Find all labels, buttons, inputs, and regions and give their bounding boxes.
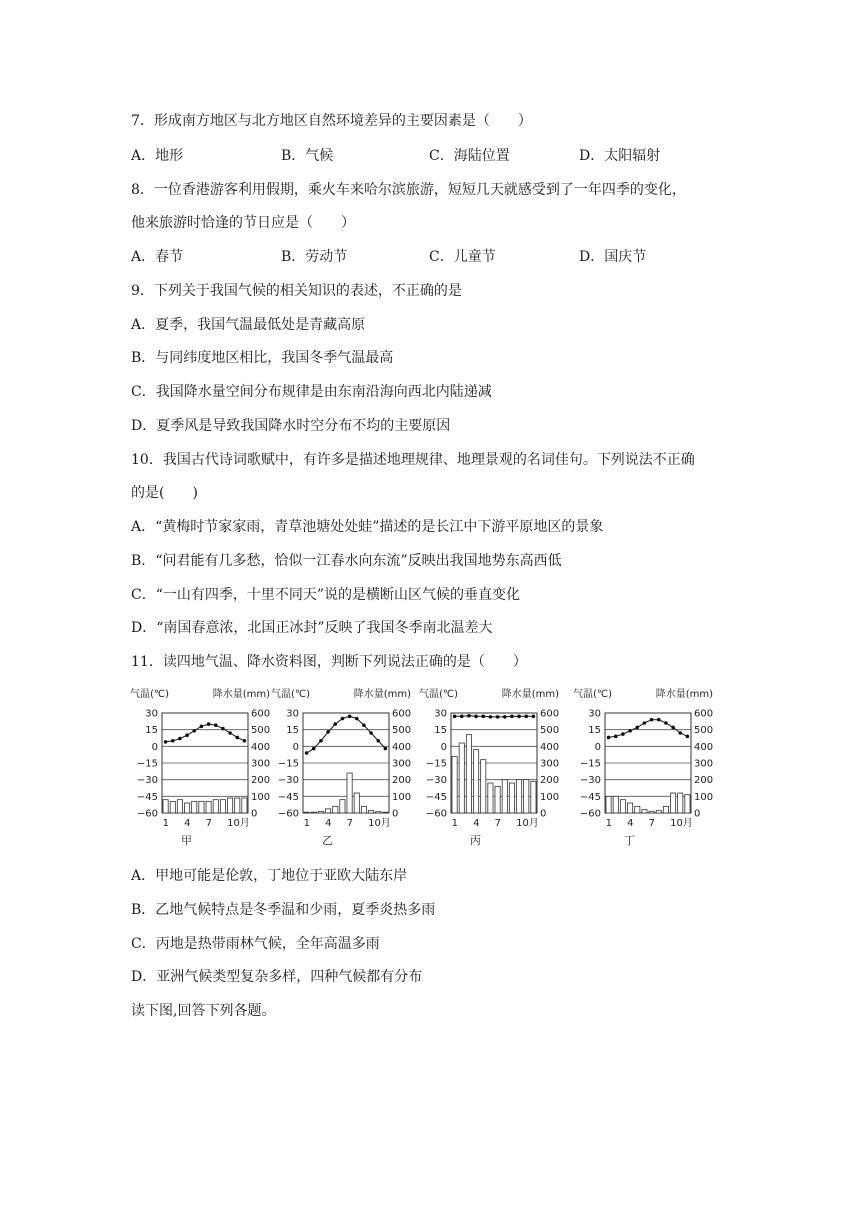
temperature-tick-label: −30 [579,775,601,787]
option-c: C．海陆位置 [429,148,510,164]
precipitation-bar [325,809,330,813]
temperature-point [524,715,528,719]
option-a: A．春节 [131,249,184,265]
temperature-tick-label: −45 [136,791,158,803]
precipitation-tick-label: 300 [251,758,271,770]
temperature-point [671,726,675,730]
question-10-option-d: D．“南国春意浓，北国正冰封”反映了我国冬季南北温差大 [131,620,493,636]
precipitation-bar [347,773,352,813]
month-tick-label: 7 [648,818,655,829]
temperature-point [517,715,521,719]
question-8-stem-line2: 他来旅游时恰逢的节日应是（ ） [131,215,355,231]
chart-caption: 丁 [624,834,635,847]
precipitation-tick-label: 600 [540,708,560,720]
option-d: D．太阳辐射 [579,148,661,164]
temperature-point [214,723,218,727]
precipitation-bar [481,760,486,813]
chart-caption: 甲 [181,834,192,847]
temperature-tick-label: −15 [136,758,158,770]
precipitation-bar [242,798,247,813]
precipitation-tick-label: 500 [694,725,714,737]
temperature-tick-label: 0 [151,741,158,753]
question-10-option-a: A．“黄梅时节家家雨，青草池塘处处蛙”描述的是长江中下游平原地区的景象 [131,519,604,535]
temperature-point [460,715,464,719]
precipitation-tick-label: 200 [392,775,412,787]
precipitation-bar [502,780,507,813]
question-11-option-b: B．乙地气候特点是冬季温和少雨，夏季炎热多雨 [131,902,436,918]
precipitation-bar [368,811,373,814]
precipitation-bar [524,780,529,813]
precipitation-tick-label: 400 [540,741,560,753]
precipitation-axis-title: 降水量(mm) [655,689,713,700]
precipitation-tick-label: 400 [251,741,271,753]
temperature-point [355,717,359,721]
precipitation-bar [192,801,197,813]
question-11-option-d: D．亚洲气候类型复杂多样，四种气候都有分布 [131,969,423,985]
precipitation-bar [635,806,640,813]
temperature-point [312,747,316,751]
temperature-tick-label: −60 [277,808,299,820]
question-9-option-c: C．我国降水量空间分布规律是由东南沿海向西北内陆递减 [131,384,492,400]
precipitation-bar [361,806,366,813]
temperature-line [609,720,688,738]
temperature-point [362,723,366,727]
question-9-option-d: D．夏季风是导致我国降水时空分布不均的主要原因 [131,418,451,434]
precipitation-tick-label: 0 [540,808,547,820]
precipitation-axis-title: 降水量(mm) [212,689,270,700]
precipitation-tick-label: 100 [540,791,560,803]
precipitation-bar [627,803,632,813]
month-tick-label: 10月 [368,818,391,829]
precipitation-bar [199,801,204,813]
question-10-option-c: C．“一山有四季，十里不同天”说的是横断山区气候的垂直变化 [131,587,521,603]
temperature-point [376,739,380,743]
precipitation-bar [354,793,359,813]
temperature-tick-label: 15 [145,725,158,737]
precipitation-bar [311,812,316,813]
temperature-point [319,739,323,743]
question-10-stem-line2: 的是( ) [131,485,198,501]
temperature-tick-label: 15 [434,725,447,737]
precipitation-tick-label: 400 [694,741,714,753]
precipitation-tick-label: 200 [540,775,560,787]
temperature-point [243,739,247,743]
temperature-point [481,715,485,719]
month-tick-label: 1 [303,818,310,829]
precipitation-bar [509,783,514,813]
precipitation-bar [466,735,471,813]
precipitation-tick-label: 0 [392,808,399,820]
precipitation-bar [531,781,536,813]
temperature-tick-label: −45 [579,791,601,803]
temperature-tick-label: −30 [277,775,299,787]
temperature-point [467,714,471,718]
temperature-point [621,732,625,736]
temperature-axis-title: 气温(℃) [419,689,459,700]
precipitation-bar [170,801,175,813]
question-10-stem-line1: 10．我国古代诗词歌赋中，有许多是描述地理规律、地理景观的名词佳句。下列说法不正确 [131,452,695,468]
temperature-point [489,715,493,719]
precipitation-bar [678,793,683,813]
temperature-tick-label: −15 [425,758,447,770]
temperature-tick-label: −60 [579,808,601,820]
precipitation-bar [220,800,225,813]
precipitation-tick-label: 600 [251,708,271,720]
precipitation-bar [340,800,345,813]
question-11-stem: 11．读四地气温、降水资料图，判断下列说法正确的是（ ） [131,654,527,670]
option-c: C．儿童节 [429,249,496,265]
month-tick-label: 4 [184,818,191,829]
precipitation-bar [685,795,690,813]
temperature-point [192,729,196,733]
climate-chart-4 [573,687,713,847]
temperature-point [607,736,611,740]
precipitation-tick-label: 200 [694,775,714,787]
precipitation-tick-label: 500 [392,725,412,737]
temperature-point [333,722,337,726]
precipitation-bar [656,811,661,814]
temperature-point [384,747,388,751]
precipitation-tick-label: 500 [540,725,560,737]
precipitation-bar [227,798,232,813]
temperature-tick-label: −15 [277,758,299,770]
temperature-tick-label: 15 [588,725,601,737]
precipitation-tick-label: 100 [694,791,714,803]
month-tick-label: 10月 [670,818,693,829]
question-7-stem: 7．形成南方地区与北方地区自然环境差异的主要因素是（ ） [131,113,532,129]
precipitation-bar [606,796,611,813]
precipitation-bar [459,743,464,813]
precipitation-bar [163,800,168,813]
precipitation-bar [333,806,338,813]
temperature-tick-label: −30 [425,775,447,787]
month-tick-label: 10月 [227,818,250,829]
precipitation-tick-label: 400 [392,741,412,753]
precipitation-bar [649,811,654,813]
chart-caption: 乙 [322,834,333,847]
temperature-point [503,715,507,719]
precipitation-bar [318,811,323,813]
month-tick-label: 7 [346,818,353,829]
precipitation-bar [670,793,675,813]
temperature-point [510,715,514,719]
option-b: B．劳动节 [281,249,348,265]
temperature-point [678,731,682,735]
temperature-point [453,715,457,719]
precipitation-tick-label: 0 [694,808,701,820]
temperature-tick-label: 0 [594,741,601,753]
month-tick-label: 4 [627,818,634,829]
temperature-point [348,715,352,719]
precipitation-bar [376,812,381,813]
temperature-point [326,730,330,734]
temperature-tick-label: −60 [425,808,447,820]
month-tick-label: 10月 [516,818,539,829]
precipitation-axis-title: 降水量(mm) [501,689,559,700]
reading-instruction: 读下图,回答下列各题。 [131,1003,276,1019]
temperature-axis-title: 气温(℃) [130,689,170,700]
climate-chart-1 [130,687,270,847]
temperature-point [628,729,632,733]
month-tick-label: 7 [494,818,501,829]
precipitation-bar [206,801,211,813]
temperature-point [635,726,639,730]
precipitation-bar [488,783,493,813]
precipitation-tick-label: 600 [694,708,714,720]
temperature-tick-label: −15 [579,758,601,770]
temperature-tick-label: 30 [145,708,158,720]
temperature-point [200,725,204,729]
temperature-tick-label: −60 [136,808,158,820]
temperature-point [474,715,478,719]
temperature-tick-label: 30 [588,708,601,720]
temperature-point [686,735,690,739]
precipitation-tick-label: 600 [392,708,412,720]
option-a: A．地形 [131,148,184,164]
option-d: D．国庆节 [579,249,647,265]
temperature-tick-label: −30 [136,775,158,787]
question-9-stem: 9．下列关于我国气候的相关知识的表述，不正确的是 [131,283,462,299]
precipitation-tick-label: 200 [251,775,271,787]
temperature-tick-label: 30 [434,708,447,720]
temperature-point [185,733,189,737]
question-9-option-a: A．夏季，我国气温最低处是青藏高原 [131,317,366,333]
temperature-point [235,736,239,740]
month-tick-label: 1 [162,818,169,829]
temperature-point [171,739,175,743]
temperature-tick-label: 30 [286,708,299,720]
month-tick-label: 4 [473,818,480,829]
question-11-option-a: A．甲地可能是伦敦，丁地位于亚欧大陆东岸 [131,868,408,884]
temperature-tick-label: −45 [277,791,299,803]
temperature-point [496,715,500,719]
temperature-point [614,735,618,739]
temperature-point [207,722,211,726]
question-7-options [131,146,731,166]
precipitation-bar [383,812,388,813]
precipitation-tick-label: 500 [251,725,271,737]
temperature-point [178,737,182,741]
precipitation-tick-label: 300 [694,758,714,770]
temperature-point [221,727,225,731]
temperature-axis-title: 气温(℃) [573,689,613,700]
precipitation-bar [184,803,189,813]
climate-chart-2 [271,687,411,847]
month-tick-label: 4 [325,818,332,829]
temperature-axis-title: 气温(℃) [271,689,311,700]
precipitation-bar [235,798,240,813]
temperature-point [341,717,345,721]
temperature-tick-label: 0 [440,741,447,753]
precipitation-tick-label: 0 [251,808,258,820]
precipitation-tick-label: 100 [251,791,271,803]
temperature-tick-label: 15 [286,725,299,737]
climate-charts [128,684,714,847]
precipitation-tick-label: 100 [392,791,412,803]
precipitation-bar [642,810,647,813]
temperature-line [455,716,534,717]
temperature-point [532,715,536,719]
precipitation-bar [473,750,478,813]
month-tick-label: 1 [605,818,612,829]
question-9-option-b: B．与同纬度地区相比，我国冬季气温最高 [131,350,394,366]
question-8-options [131,247,731,267]
temperature-line [166,724,245,742]
temperature-tick-label: −45 [425,791,447,803]
climate-chart-3 [419,687,559,847]
precipitation-bar [304,812,309,813]
month-tick-label: 7 [205,818,212,829]
temperature-point [369,731,373,735]
temperature-tick-label: 0 [292,741,299,753]
precipitation-bar [620,800,625,813]
chart-caption: 丙 [470,834,481,847]
precipitation-bar [516,780,521,813]
temperature-point [643,721,647,725]
temperature-point [305,751,309,755]
precipitation-bar [613,796,618,813]
precipitation-bar [213,800,218,813]
question-11-option-c: C．丙地是热带雨林气候，全年高温多雨 [131,936,380,952]
precipitation-axis-title: 降水量(mm) [353,689,411,700]
precipitation-tick-label: 300 [540,758,560,770]
temperature-point [657,718,661,722]
month-tick-label: 1 [451,818,458,829]
precipitation-tick-label: 300 [392,758,412,770]
temperature-point [664,721,668,725]
precipitation-bar [177,800,182,813]
question-10-option-b: B．“问君能有几多愁，恰似一江春水向东流”反映出我国地势东高西低 [131,553,562,569]
temperature-point [228,731,232,735]
temperature-point [164,740,168,744]
option-b: B．气候 [281,148,334,164]
precipitation-bar [663,806,668,813]
precipitation-bar [495,786,500,813]
temperature-point [650,718,654,722]
temperature-line [307,716,386,753]
question-8-stem-line1: 8．一位香港游客利用假期，乘火车来哈尔滨旅游，短短几天就感受到了一年四季的变化， [131,182,686,198]
precipitation-bar [452,756,457,813]
